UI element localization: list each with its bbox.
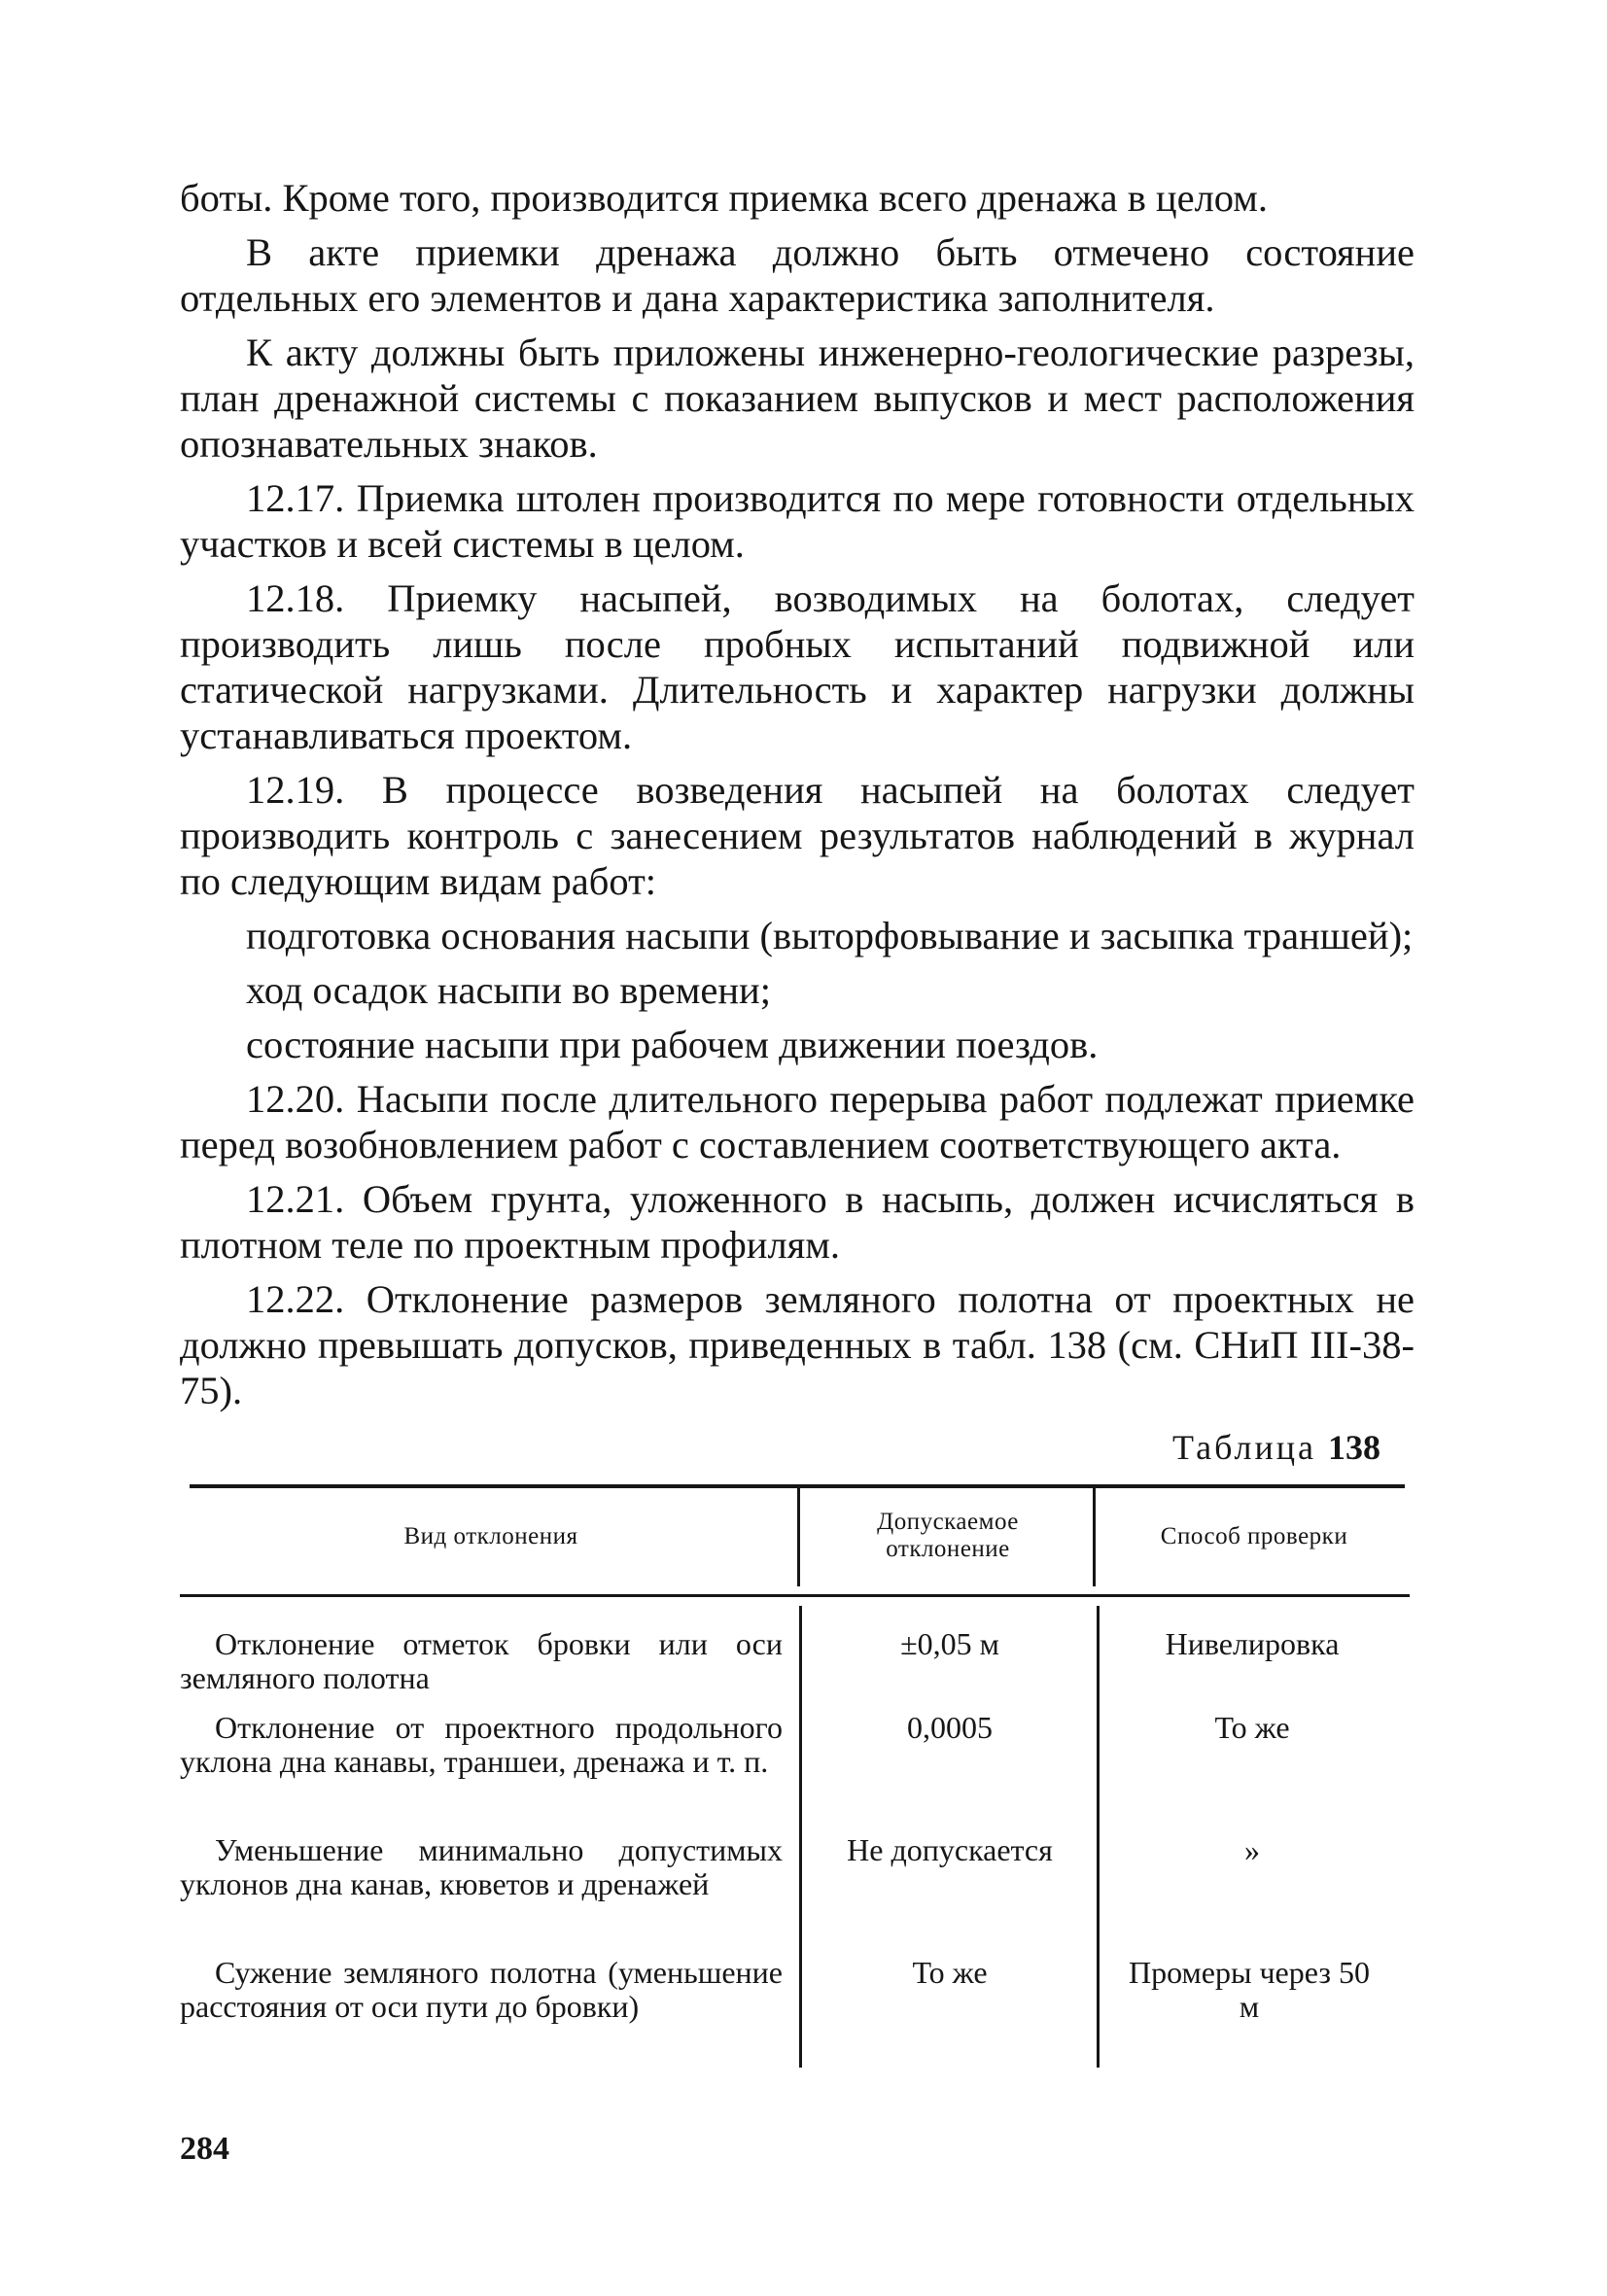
table-row-3-deviation: Уменьшение минимально допустимых уклонов дна канав, кюветов и дренажей bbox=[180, 1832, 783, 1901]
table-caption-number: 138 bbox=[1328, 1428, 1380, 1467]
paragraph: В акте приемки дренажа должно быть отмечено состояние отдельных его элементов и дана характеристика заполнителя. bbox=[180, 230, 1415, 320]
paragraph: состояние насыпи при рабочем движении поездов. bbox=[246, 1023, 1099, 1066]
paragraph: К акту должны быть приложены инженерно-геологические разрезы, план дренажной системы с показанием выпусков и мест расположения опознавательных знаков. bbox=[180, 330, 1415, 466]
table-row-3-tolerance: Не допускается bbox=[847, 1832, 1053, 1867]
table-caption bbox=[1099, 1427, 1380, 1468]
paragraph: 12.22. Отклонение размеров земляного полотна от проектных не должно превышать допусков, приведенных в табл. 138 (см. СНиП III-38-75). bbox=[180, 1277, 1415, 1412]
column-divider bbox=[797, 1487, 800, 1586]
table-row-4-method: Промеры через 50 м bbox=[1129, 1955, 1370, 2024]
table-row-3-method: » bbox=[1244, 1832, 1260, 1867]
paragraph: боты. Кроме того, производится приемка всего дренажа в целом. bbox=[180, 176, 1269, 220]
table-caption-word: Таблица bbox=[1172, 1428, 1316, 1467]
table-row-2-method: То же bbox=[1214, 1710, 1290, 1745]
paragraph: 12.19. В процессе возведения насыпей на болотах следует производить контроль с занесением результатов наблюдений в журнал по следующим видам работ: bbox=[180, 768, 1415, 903]
paragraph: 12.21. Объем грунта, уложенного в насыпь, должен исчисляться в плотном теле по проектным профилям. bbox=[180, 1177, 1415, 1267]
column-header-deviation: Вид отклонения bbox=[403, 1523, 578, 1549]
table-row-1-method: Нивелировка bbox=[1165, 1626, 1340, 1661]
paragraph: 12.20. Насыпи после длительного перерыва работ подлежат приемке перед возобновлением работ с составлением соответствующего акта. bbox=[180, 1077, 1415, 1166]
body-text bbox=[180, 175, 1415, 1422]
paragraph: 12.18. Приемку насыпей, возводимых на болотах, следует производить лишь после пробных испытаний подвижной или статической нагрузками. Длительность и характер нагрузки должны устанавливаться проектом. bbox=[180, 576, 1415, 757]
table-header-rule bbox=[180, 1594, 1410, 1597]
column-divider bbox=[1093, 1487, 1096, 1586]
table-row-1-tolerance: ±0,05 м bbox=[900, 1626, 999, 1661]
table-row-2-deviation: Отклонение от проектного продольного уклона дна канавы, траншеи, дренажа и т. п. bbox=[180, 1710, 783, 1779]
table-row-4-tolerance: То же bbox=[912, 1955, 988, 1990]
paragraph: подготовка основания насыпи (выторфовывание и засыпка траншей); bbox=[246, 914, 1414, 957]
column-divider bbox=[799, 1606, 802, 2068]
page-number: 284 bbox=[180, 2131, 229, 2167]
column-header-method: Способ проверки bbox=[1160, 1523, 1348, 1549]
column-header-tolerance: Допускаемое отклонение bbox=[877, 1509, 1019, 1562]
column-divider bbox=[1097, 1606, 1100, 2068]
table-row-2-tolerance: 0,0005 bbox=[907, 1710, 993, 1745]
paragraph: 12.17. Приемка штолен производится по мере готовности отдельных участков и всей системы в целом. bbox=[180, 476, 1415, 566]
table-row-4-deviation: Сужение земляного полотна (уменьшение расстояния от оси пути до бровки) bbox=[180, 1955, 783, 2024]
paragraph: ход осадок насыпи во времени; bbox=[246, 968, 771, 1012]
table-row-1-deviation: Отклонение отметок бровки или оси земляного полотна bbox=[180, 1626, 783, 1695]
